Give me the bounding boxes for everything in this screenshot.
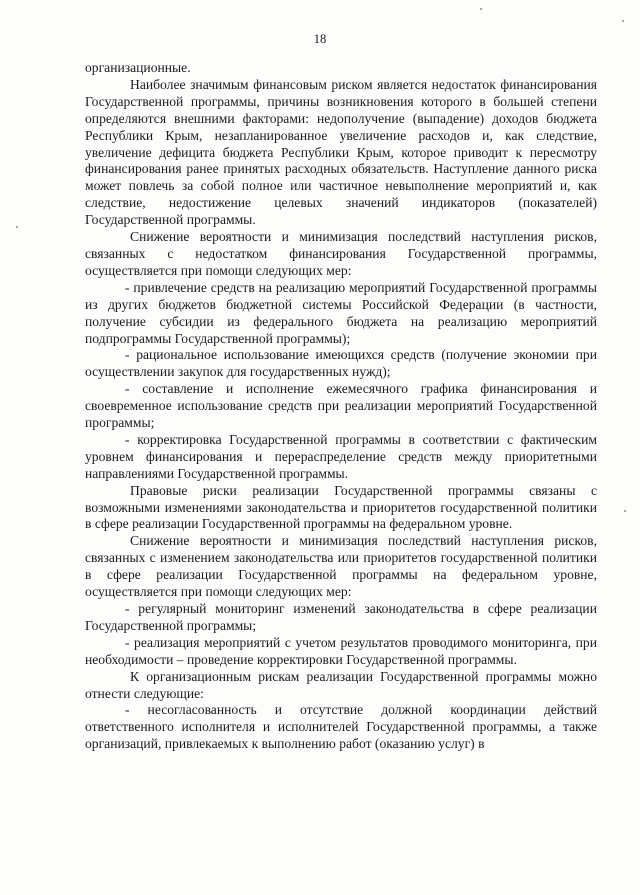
paragraph-legal-risk: Правовые риски реализации Государственной программы связаны с возможными изменениями законодательства и приоритетов государственной политики в сфере реализации Государственной программы на федеральном уровне. [85, 482, 597, 532]
paragraph-legal-risk-measures: Снижение вероятности и минимизация последствий наступления рисков, связанных с изменением законодательства или приоритетов государственной политики в сфере реализации Государственной программы на федеральном уровне, осуществляется при помощи следующих мер: [85, 533, 597, 600]
scan-speck [622, 20, 624, 22]
page-number: 18 [313, 32, 327, 46]
scan-speck [480, 8, 482, 10]
list-item: - рациональное использование имеющихся средств (получение экономии при осуществлении закупок для государственных нужд); [85, 347, 597, 380]
list-item: - привлечение средств на реализацию мероприятий Государственной программы из других бюджетов бюджетной системы Российской Федерации (в частности, получение субсидии из федерального бюджета на реализацию мероприятий подпрограммы Государственной программы); [85, 279, 597, 346]
list-item: - составление и исполнение ежемесячного графика финансирования и своевременное использование средств при реализации мероприятий Государственной программы; [85, 381, 597, 431]
list-item: - корректировка Государственной программы в соответствии с фактическим уровнем финансирования и перераспределение средств между приоритетными направлениями Государственной программы. [85, 431, 597, 481]
list-item: - регулярный мониторинг изменений законодательства в сфере реализации Государственной программы; [85, 601, 597, 633]
list-item: - несогласованность и отсутствие должной координации действий ответственного исполнителя и исполнителей Государственной программы, а также организаций, привлекаемых к выполнению работ (оказанию услуг) в [85, 702, 597, 752]
list-item: - реализация мероприятий с учетом результатов проводимого мониторинга, при необходимости – проведение корректировки Государственной программы. [85, 634, 597, 667]
scan-speck [624, 510, 626, 512]
paragraph-organizational-risk: К организационным рискам реализации Государственной программы можно отнести следующие: [85, 668, 597, 701]
paragraph-financial-risk: Наиболее значимым финансовым риском является недостаток финансирования Государственной программы, причины возникновения которого в большей степени определяются внешними факторами: недополучение (выпадение) доходов бюджета Республики Крым, незапланированное увеличение расходов и, как следствие, увеличение дефицита бюджета Республики Крым, которое приводит к пересмотру финансирования ранее принятых расходных обязательств. Наступление данного риска может повлечь за собой полное или частичное невыполнение мероприятий и, как следствие, недостижение целевых значений индикаторов (показателей) Государственной программы. [85, 76, 597, 228]
paragraph-continuation: организационные. [85, 60, 191, 75]
scan-speck [16, 226, 18, 228]
paragraph-financial-risk-measures: Снижение вероятности и минимизация последствий наступления рисков, связанных с недостатком финансирования Государственной программы, осуществляется при помощи следующих мер: [85, 229, 597, 278]
document-body [85, 60, 597, 753]
